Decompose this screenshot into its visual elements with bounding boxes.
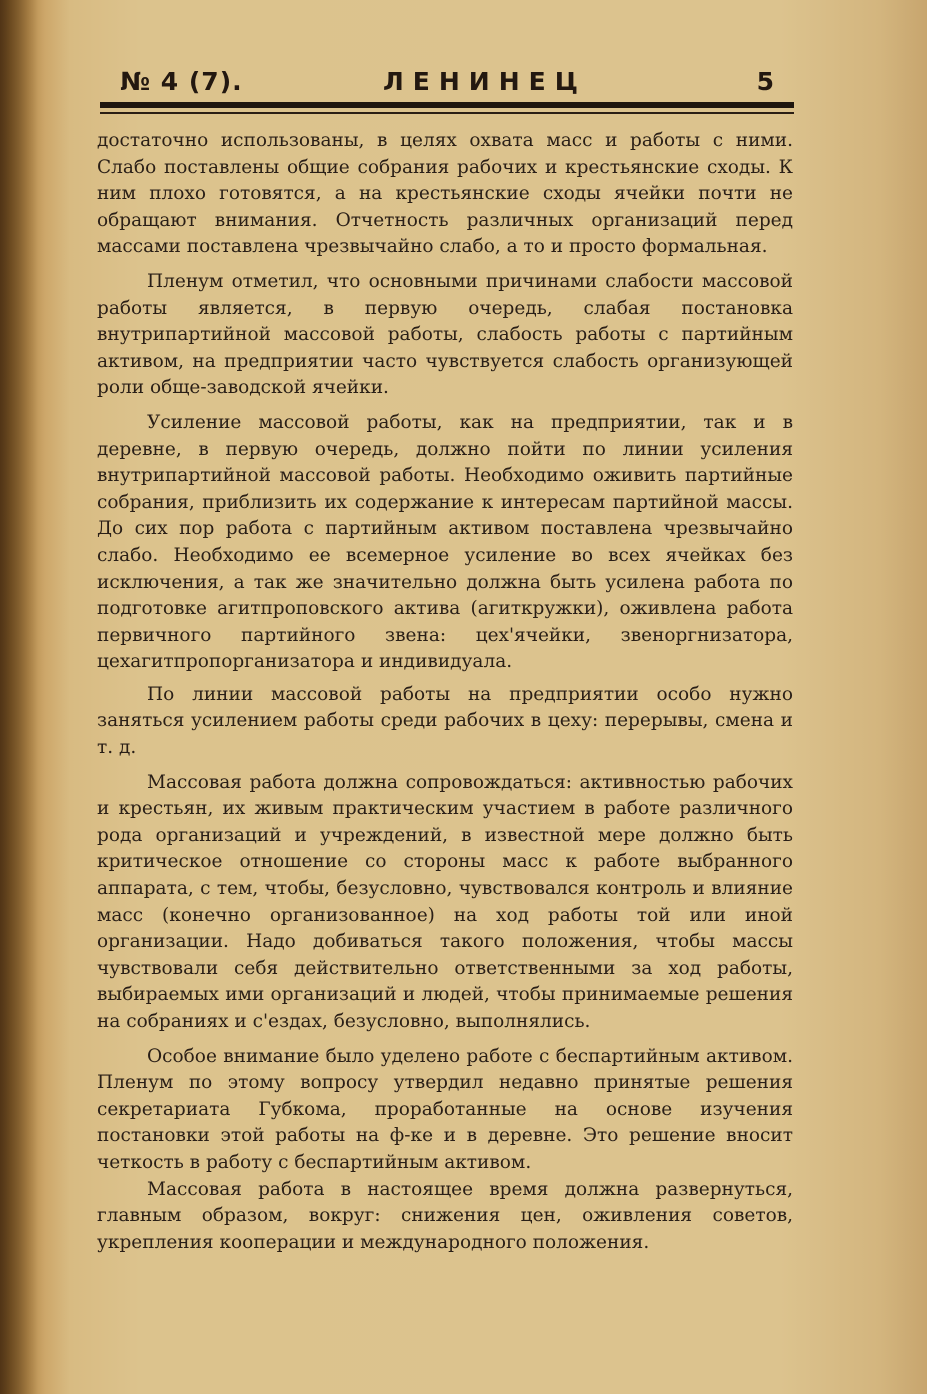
page-header [100, 66, 794, 100]
paragraph-5: Массовая работа должна сопровождаться: активностью рабочих и крестьян, их живым практическим участием в работе различного рода организаций и учреждений, в известной мере должно быть критическое отношение со стороны масс к работе выбранного аппарата, с тем, чтобы, безусловно, чувствовался контроль и влияние масс (конечно организованное) на ход работы той или иной организации. Надо добиваться такого положения, чтобы массы чувствовали себя действительно ответственными за ход работы, выбираемых ими организаций и людей, чтобы принимаемые решения на собраниях и с'ездах, безусловно, выполнялись. [97, 771, 793, 1032]
paragraph-6: Особое внимание было уделено работе с беспартийным активом. Пленум по этому вопросу утвердил недавно принятые решения секретариата Губкома, проработанные на основе изучения постановки этой работы на ф-ке и в деревне. Это решение вносит четкость в работу с беспартийным активом. [97, 1045, 793, 1173]
issue-number: № 4 (7). [120, 67, 243, 96]
page-number: 5 [756, 67, 774, 96]
paragraph-2: Пленум отметил, что основными причинами слабости массовой работы является, в первую очередь, слабая постановка внутрипартийной массовой работы, слабость работы с партийным активом, на предприятии часто чувствуется слабость организующей роли обще-заводской ячейки. [97, 270, 793, 399]
binding-shadow [0, 0, 38, 1394]
paragraph-3: Усиление массовой работы, как на предприятии, так и в деревне, в первую очередь, должно пойти по линии усиления внутрипартийной массовой работы. Необходимо оживить партийные собрания, приблизить их содержание к интересам партийной массы. До сих пор работа с партийным активом поставлена чрезвычайно слабо. Необходимо ее всемерное усиление во всех ячейках без исключения, а так же значительно должна быть усилена работа по подготовке агитпроповского актива (агиткружки), оживлена работа первичного партийного звена: цех'ячейки, звеноргнизатора, цехагитпропорганизатора и индивидуала. [97, 411, 793, 673]
paragraph-1: достаточно использованы, в целях охвата масс и работы с ними. Слабо поставлены общие собрания рабочих и крестьянские сходы. К ним плохо готовятся, а на крестьянские сходы ячейки почти не обращают внимания. Отчетность различных организаций перед массами поставлена чрезвычайно слабо, а то и просто формальная. [97, 130, 793, 258]
paragraph-4: По линии массовой работы на предприятии особо нужно заняться усилением работы среди рабочих в цеху: перерывы, смена и т. д. [97, 683, 793, 759]
paragraph-7: Массовая работа в настоящее время должна развернуться, главным образом, вокруг: снижения цен, оживления советов, укрепления кооперации и международного положения. [97, 1178, 793, 1253]
newspaper-title: ЛЕНИНЕЦ [383, 67, 587, 96]
header-rule-thin [100, 112, 794, 114]
header-rule-thick [100, 102, 794, 108]
article-body [97, 128, 793, 1256]
